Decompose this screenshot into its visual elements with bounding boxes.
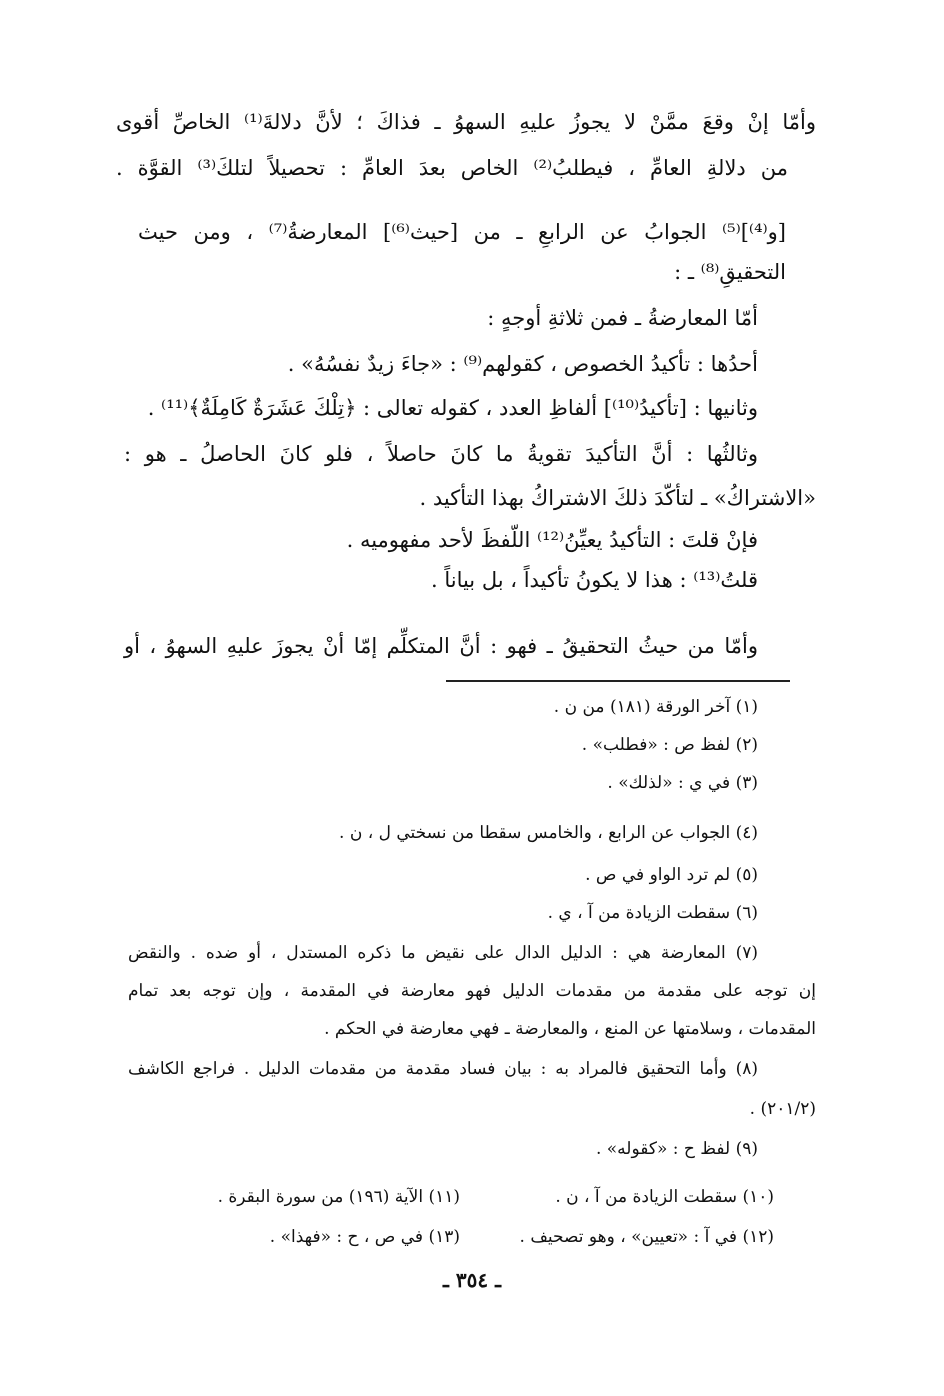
footnote-3: (٣) في ي : «لذلك» . xyxy=(607,773,758,793)
footnote-7-line-2: إن توجه على مقدمة من مقدمات الدليل فهو معارضة في المقدمة ، وإن توجه بعد تمام xyxy=(128,981,816,1001)
main-line-2: من دلالةِ العامِّ ، فيطلبُ⁽²⁾ الخاص بعدَ العامِّ : تحصيلاً لتلكَ⁽³⁾ القوَّة . xyxy=(116,156,789,180)
footnote-12: (١٢) في آ : «تعيين» ، وهو تصحيف . xyxy=(519,1227,774,1247)
footnote-7-line-1: (٧) المعارضة هي : الدليل الدال على نقيض ما ذكره المستدل ، أو ضده . والنقض xyxy=(128,943,758,963)
main-line-11: قلتُ⁽¹³⁾ : هذا لا يكونُ تأكيداً ، بل بياناً . xyxy=(430,568,758,592)
footnote-4: (٤) الجواب عن الرابع ، والخامس سقطا من نسختي ل ، ن . xyxy=(339,823,758,843)
main-line-6: أحدُها : تأكيدُ الخصوص ، كقولهم⁽⁹⁾ : «جاءَ زيدٌ نفسُهُ» . xyxy=(287,352,758,376)
footnote-13: (١٣) في ص ، ح : «فهذا» . xyxy=(269,1227,460,1247)
footnote-8-line-2: (٢٠١/٢) . xyxy=(749,1099,816,1119)
footnote-2: (٢) لفظ ص : «فطلب» . xyxy=(581,735,758,755)
main-line-8: وثالثُها : أنَّ التأكيدَ تقويةُ ما كانَ حاصلاً ، فلو كانَ الحاصلُ ـ هو : xyxy=(124,442,758,466)
footnote-separator xyxy=(446,680,790,682)
footnote-8-line-1: (٨) وأما التحقيق فالمراد به : بيان فساد مقدمة من مقدمات الدليل . فراجع الكاشف xyxy=(128,1059,758,1079)
footnote-1: (١) آخر الورقة (١٨١) من ن . xyxy=(553,697,758,717)
footnote-5: (٥) لم ترد الواو في ص . xyxy=(585,865,758,885)
main-line-9: «الاشتراكُ» ـ لتأكّدَ ذلكَ الاشتراكُ بهذا التأكيد . xyxy=(419,486,816,510)
main-line-5: أمّا المعارضةُ ـ فمن ثلاثةِ أوجهٍ : xyxy=(487,306,758,330)
footnote-6: (٦) سقطت الزيادة من آ ، ي . xyxy=(547,903,758,923)
main-line-7: وثانيها : [تأكيدُ⁽¹⁰⁾] ألفاظِ العدد ، كقوله تعالى : ﴿تِلْكَ عَشَرَةٌ كَامِلَةٌ﴾⁽¹¹⁾ . xyxy=(147,396,758,420)
main-line-1: وأمّا إنْ وقعَ ممَّنْ لا يجوزُ عليهِ السهوُ ـ فذاكَ ؛ لأنَّ دلالةَ⁽¹⁾ الخاصِّ أقوى xyxy=(116,110,816,134)
page-number: ـ ٣٥٤ ـ xyxy=(443,1268,501,1292)
footnote-7-line-3: المقدمات ، وسلامتها عن المنع ، والمعارضة ـ فهي معارضة في الحكم . xyxy=(324,1019,816,1039)
footnote-11: (١١) الآية (١٩٦) من سورة البقرة . xyxy=(217,1187,460,1207)
main-line-12: وأمّا من حيثُ التحقيقُ ـ فهو : أنَّ المتكلِّم إمّا أنْ يجوزَ عليهِ السهوُ ، أو xyxy=(124,634,758,658)
main-line-4: التحقيقِ⁽⁸⁾ ـ : xyxy=(674,260,786,284)
footnote-10: (١٠) سقطت الزيادة من آ ، ن . xyxy=(555,1187,774,1207)
footnote-9: (٩) لفظ ح : «كقوله» . xyxy=(595,1139,758,1159)
main-line-10: فإنْ قلتَ : التأكيدُ يعيِّنُ⁽¹²⁾ اللّفظَ لأحد مفهوميه . xyxy=(346,528,758,552)
main-line-3: [و⁽⁴⁾]⁽⁵⁾ الجوابُ عن الرابعِ ـ من [حيث⁽⁶⁾] المعارضةُ⁽⁷⁾ ، ومن حيث xyxy=(138,220,786,244)
